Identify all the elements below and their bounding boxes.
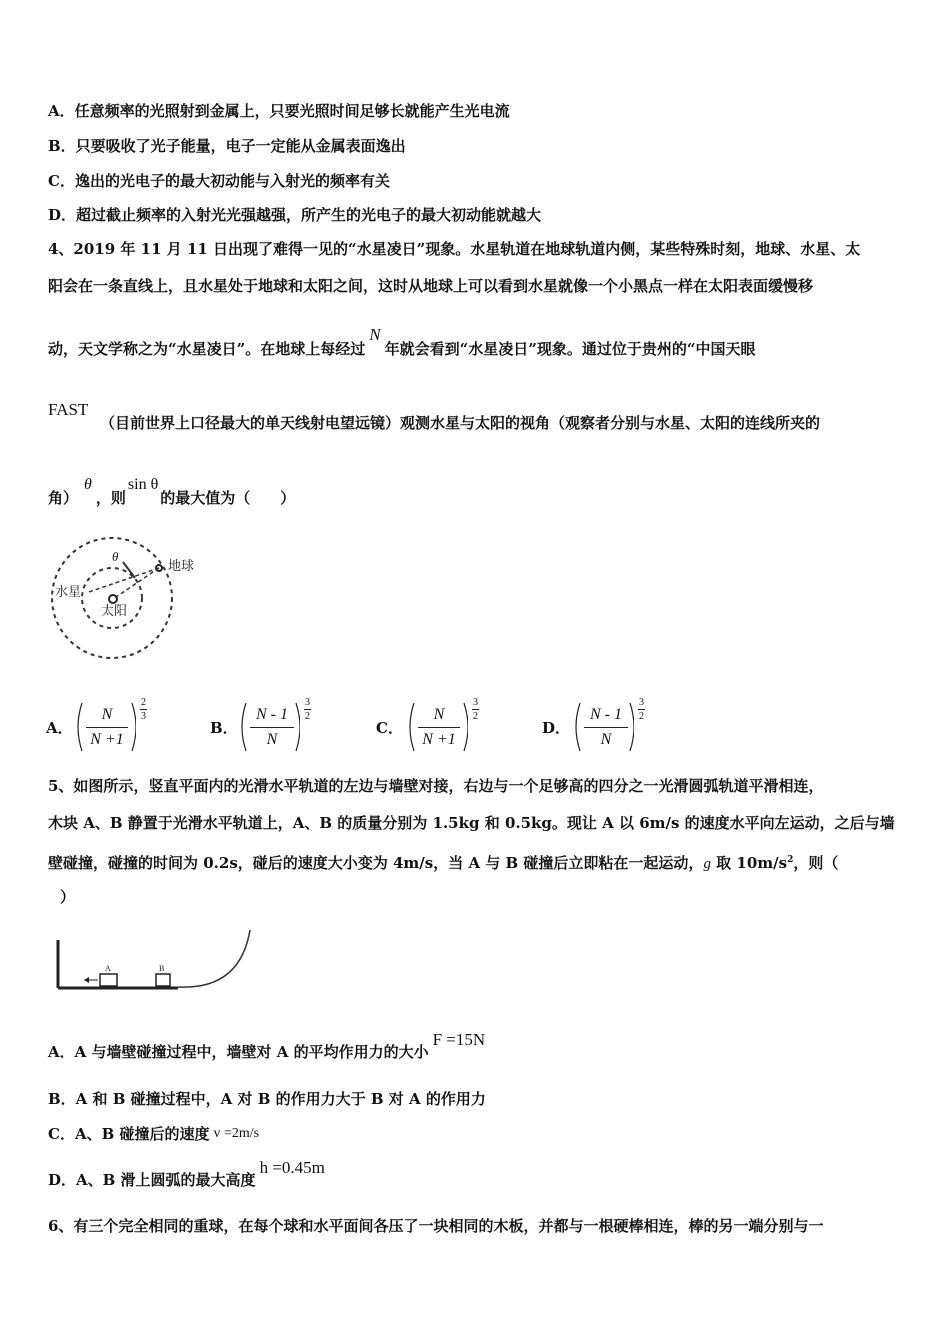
q5-option-b: B．A 和 B 碰撞过程中，A 对 B 的作用力大于 B 对 A 的作用力 bbox=[48, 1090, 486, 1108]
label-a: A bbox=[105, 964, 111, 973]
fraction: N - 1 N bbox=[250, 705, 294, 750]
math-force: F =15N bbox=[432, 1030, 486, 1049]
q4-line-3: 动，天文学称之为“水星凌日”。在地球上每经过N年就会看到“水星凌日”现象。通过位于贵州的“中国天眼 bbox=[48, 325, 756, 358]
q4-option-a bbox=[46, 697, 166, 757]
exponent: 3 2 bbox=[305, 697, 310, 722]
option-letter: B． bbox=[210, 719, 238, 737]
label-b: B bbox=[159, 964, 165, 973]
arrow-head-icon bbox=[84, 977, 89, 983]
q4-option-d bbox=[542, 697, 662, 757]
block-a bbox=[100, 974, 117, 986]
q3-option-b: B．只要吸收了光子能量，电子一定能从金属表面逸出 bbox=[48, 137, 406, 155]
q6-line-1: 6、有三个完全相同的重球，在每个球和水平面间各压了一块相同的木板，并都与一根硬棒相连，棒的另一端分别与一 bbox=[48, 1217, 824, 1235]
q4-line-4: （目前世界上口径最大的单天线射电望远镜）观测水星与太阳的视角（观察者分别与水星、太阳的连线所夹的 bbox=[100, 414, 821, 432]
fig-earth-label: 地球 bbox=[168, 559, 195, 574]
math-height: h =0.45m bbox=[259, 1158, 325, 1177]
q4-option-c bbox=[376, 697, 496, 757]
q3-option-d: D．超过截止频率的入射光光强越强，所产生的光电子的最大初动能就越大 bbox=[48, 206, 542, 224]
fig-sun-label: 太阳 bbox=[101, 604, 128, 619]
option-letter: A． bbox=[46, 719, 73, 737]
fig-mercury-label: 水星 bbox=[55, 585, 82, 600]
q4-line-1: 4、2019 年 11 月 11 日出现了难得一见的“水星凌日”现象。水星轨道在地球轨道内侧，某些特殊时刻，地球、水星、太 bbox=[48, 240, 861, 258]
earth-sun-line bbox=[113, 568, 159, 599]
q5-line-2: 木块 A、B 静置于光滑水平轨道上，A、B 的质量分别为 1.5kg 和 0.5kg。现让 A 以 6m/s 的速度水平向左运动，之后与墙 bbox=[48, 814, 895, 832]
exponent: 3 2 bbox=[639, 697, 644, 722]
option-letter: D． bbox=[542, 719, 571, 737]
track-diagram bbox=[50, 924, 260, 994]
q5-line-3: 壁碰撞，碰撞的时间为 0.2s，碰后的速度大小变为 4m/s，当 A 与 B 碰撞后立即粘在一起运动，g 取 $10m/s^2$，则（ bbox=[48, 854, 839, 872]
exponent: 2 3 bbox=[141, 697, 146, 722]
fast-label: FAST bbox=[48, 400, 89, 419]
block-b bbox=[156, 974, 170, 986]
math-velocity: v =2m/s bbox=[213, 1126, 260, 1141]
q4-line-5: 角）θ，则sin θ的最大值为（ ） bbox=[48, 476, 296, 507]
fig-theta-label: θ bbox=[112, 549, 119, 564]
option-letter: C． bbox=[376, 719, 403, 737]
fraction: N N +1 bbox=[86, 705, 128, 750]
fraction: N N +1 bbox=[418, 705, 460, 750]
math-sin-theta: sin θ bbox=[127, 476, 159, 493]
q4-line-2: 阳会在一条直线上，且水星处于地球和太阳之间，这时从地球上可以看到水星就像一个小黑点一样在太阳表面缓慢移 bbox=[48, 277, 814, 295]
fraction: N - 1 N bbox=[584, 705, 628, 750]
q3-option-c: C．逸出的光电子的最大初动能与入射光的频率有关 bbox=[48, 172, 390, 190]
earth-mercury-line bbox=[86, 568, 159, 593]
q5-option-d: D．A、B 滑上圆弧的最大高度h =0.45m bbox=[48, 1158, 325, 1189]
math-theta: θ bbox=[84, 476, 92, 493]
exponent: 3 2 bbox=[473, 697, 478, 722]
q3-option-a: A．任意频率的光照射到金属上，只要光照时间足够长就能产生光电流 bbox=[48, 102, 510, 120]
q4-option-b bbox=[210, 697, 330, 757]
orbit-diagram bbox=[46, 532, 216, 662]
q5-line-1: 5、如图所示，竖直平面内的光滑水平轨道的左边与墙壁对接，右边与一个足够高的四分之一光滑圆弧轨道平滑相连， bbox=[48, 777, 824, 795]
math-n: N bbox=[369, 325, 381, 344]
q5-option-a: A．A 与墙壁碰撞过程中，墙壁对 A 的平均作用力的大小F =15N bbox=[48, 1030, 486, 1061]
q5-line-4: ） bbox=[60, 888, 76, 906]
math-g: g bbox=[703, 856, 711, 872]
arc-track bbox=[178, 930, 250, 987]
q5-option-c: C．A、B 碰撞后的速度 v =2m/s bbox=[48, 1125, 260, 1143]
